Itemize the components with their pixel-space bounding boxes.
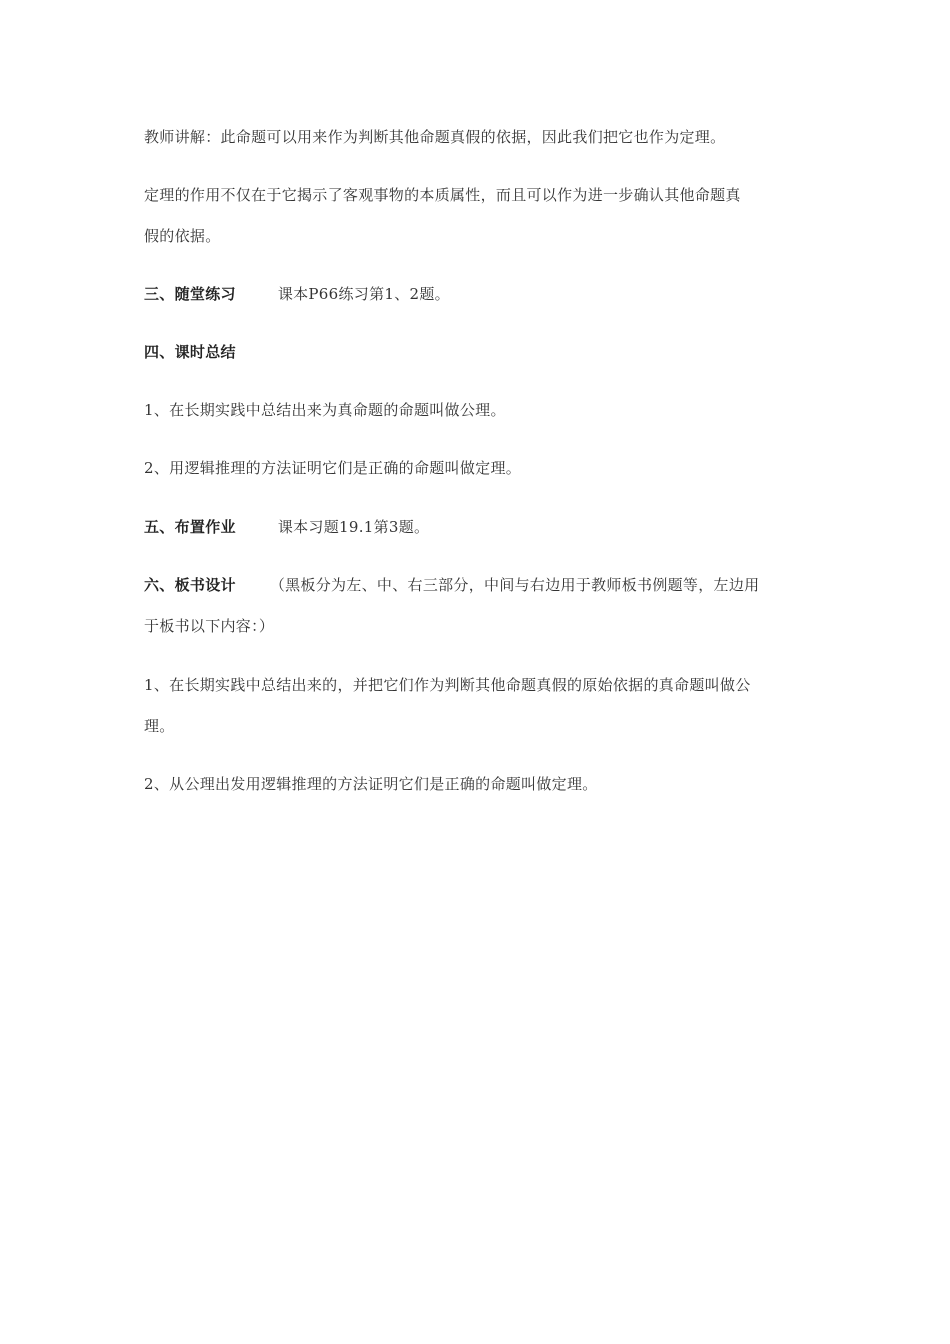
board-item-1-line2: 理。 — [144, 717, 175, 735]
section-homework-heading: 五、布置作业 — [144, 518, 236, 536]
section-practice — [144, 284, 450, 304]
section-homework-content: 课本习题19.1第3题。 — [277, 518, 430, 536]
board-item-1-line1: 1、在长期实践中总结出来的，并把它们作为判断其他命题真假的原始依据的真命题叫做公 — [144, 676, 751, 694]
board-item-2: 2、从公理出发用逻辑推理的方法证明它们是正确的命题叫做定理。 — [144, 775, 598, 793]
board-design-note-line1: （黑板分为左、中、右三部分，中间与右边用于教师板书例题等，左边用 — [269, 576, 760, 594]
section-board-design-heading: 六、板书设计 — [144, 576, 236, 594]
section-board-design — [144, 575, 759, 595]
section-practice-content: 课本P66练习第1、2题。 — [277, 285, 450, 303]
summary-item-2: 2、用逻辑推理的方法证明它们是正确的命题叫做定理。 — [144, 459, 522, 477]
section-homework — [144, 517, 429, 537]
summary-item-1: 1、在长期实践中总结出来为真命题的命题叫做公理。 — [144, 401, 506, 419]
theorem-role-paragraph-line1: 定理的作用不仅在于它揭示了客观事物的本质属性，而且可以作为进一步确认其他命题真 — [144, 186, 741, 204]
teacher-explanation-paragraph: 教师讲解：此命题可以用来作为判断其他命题真假的依据，因此我们把它也作为定理。 — [144, 128, 726, 146]
theorem-role-paragraph-line2: 假的依据。 — [144, 227, 221, 245]
section-summary-heading: 四、课时总结 — [144, 343, 236, 361]
section-practice-heading: 三、随堂练习 — [144, 285, 236, 303]
board-design-note-line2: 于板书以下内容：） — [144, 617, 275, 635]
